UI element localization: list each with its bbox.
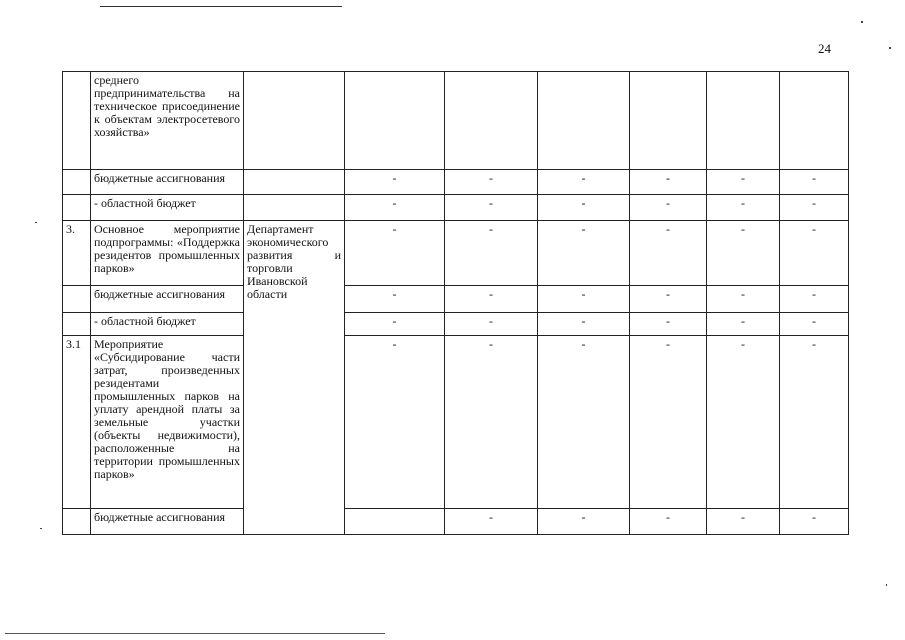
description-cell: бюджетные ассигнования [91, 170, 244, 195]
value-cell: - [345, 170, 445, 195]
description-cell: среднего предпринимательства на техническое присоединение к объектам электросетевого хозяйства» [91, 72, 244, 170]
value-cell: - [538, 221, 630, 286]
value-cell: - [630, 195, 707, 221]
description-cell: - областной бюджет [91, 313, 244, 336]
value-cell: - [345, 336, 445, 509]
value-cell: - [707, 286, 780, 313]
value-cell: - [445, 509, 538, 535]
value-cell: - [630, 313, 707, 336]
table-row [63, 170, 849, 195]
value-cell: - [538, 336, 630, 509]
value-cell: - [445, 286, 538, 313]
value-cell: - [538, 509, 630, 535]
description-cell: бюджетные ассигнования [91, 509, 244, 535]
row-number-cell [63, 195, 91, 221]
value-cell: - [630, 286, 707, 313]
value-cell: - [707, 336, 780, 509]
table-row [63, 336, 849, 509]
value-cell: - [780, 170, 849, 195]
value-cell: - [538, 313, 630, 336]
value-cell: - [445, 221, 538, 286]
value-cell: - [707, 170, 780, 195]
value-cell: - [630, 221, 707, 286]
scan-speck [40, 528, 42, 529]
value-cell: - [445, 195, 538, 221]
table-row [63, 72, 849, 170]
value-cell: - [345, 313, 445, 336]
executor-cell: Департамент экономического развития и торговли Ивановской области [244, 221, 345, 535]
value-cell [780, 72, 849, 170]
value-cell: - [707, 313, 780, 336]
description-cell: бюджетные ассигнования [91, 286, 244, 313]
value-cell [630, 72, 707, 170]
row-number-cell: 3. [63, 221, 91, 286]
table-row [63, 221, 849, 286]
table-row [63, 509, 849, 535]
value-cell: - [707, 509, 780, 535]
row-number-cell: 3.1 [63, 336, 91, 509]
value-cell: - [538, 286, 630, 313]
value-cell: - [538, 170, 630, 195]
executor-cell [244, 72, 345, 170]
value-cell: - [780, 221, 849, 286]
value-cell: - [630, 170, 707, 195]
value-cell: - [345, 195, 445, 221]
value-cell [707, 72, 780, 170]
table-row [63, 286, 849, 313]
row-number-cell [63, 313, 91, 336]
value-cell: - [630, 336, 707, 509]
table-row [63, 195, 849, 221]
table-row [63, 313, 849, 336]
scan-speck [35, 222, 37, 223]
value-cell: - [345, 221, 445, 286]
row-number-cell [63, 286, 91, 313]
description-cell: Мероприятие «Субсидирование части затрат, произведенных резидентами промышленных парков на уплату арендной платы за земельные участки (объекты недвижимости), расположенные на территории промышленных парков» [91, 336, 244, 509]
value-cell: - [445, 170, 538, 195]
row-number-cell [63, 170, 91, 195]
scan-speck [861, 21, 863, 23]
value-cell: - [780, 509, 849, 535]
budget-table [62, 71, 849, 535]
bottom-rule [5, 633, 385, 634]
description-cell: - областной бюджет [91, 195, 244, 221]
value-cell: - [538, 195, 630, 221]
row-number-cell [63, 72, 91, 170]
top-rule [100, 6, 342, 7]
value-cell: - [630, 509, 707, 535]
value-cell [345, 72, 445, 170]
row-number-cell [63, 509, 91, 535]
value-cell: - [780, 313, 849, 336]
executor-cell [345, 509, 445, 535]
value-cell: - [345, 286, 445, 313]
value-cell: - [707, 221, 780, 286]
value-cell: - [780, 286, 849, 313]
value-cell [445, 72, 538, 170]
value-cell: - [780, 336, 849, 509]
description-cell: Основное мероприятие подпрограммы: «Поддержка резидентов промышленных парков» [91, 221, 244, 286]
executor-cell [244, 170, 345, 195]
value-cell: - [445, 336, 538, 509]
value-cell [538, 72, 630, 170]
value-cell: - [445, 313, 538, 336]
value-cell: - [707, 195, 780, 221]
scan-speck [889, 47, 891, 49]
page-number: 24 [818, 41, 831, 56]
executor-cell [244, 195, 345, 221]
value-cell: - [780, 195, 849, 221]
scan-speck [886, 584, 887, 586]
